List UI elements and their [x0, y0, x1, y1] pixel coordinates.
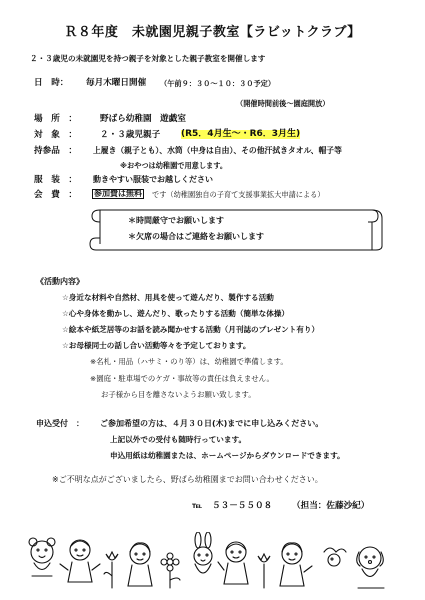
page-title: Ｒ８年度 未就園児親子教室【ラビットクラブ】 — [64, 25, 361, 40]
tel-label: ℡ — [192, 501, 203, 510]
target-value: ２・３歳児親子 — [100, 130, 161, 140]
schedule-time: （午前９：３０～１０：３０予定） — [160, 79, 276, 88]
subtitle: ２・３歳児の未就園児を持つ親子を対象とした親子教室を開催します — [30, 54, 266, 63]
activity-item: ☆心や身体を動かし、遊んだり、歌ったりする活動（簡単な体操） — [62, 309, 290, 318]
activity-note: ※名札・用品（ハサミ・のり等）は、幼稚園で準備します。 — [90, 357, 288, 366]
children-animals-illustration — [28, 532, 394, 592]
target-label: 対 象 ： — [34, 130, 77, 140]
belongings-value: 上履き（親子とも）、水筒（中身は自由）、その他汗拭きタオル、帽子等 — [93, 146, 342, 155]
scroll-note-1: ＊時間厳守でお願いします — [128, 216, 224, 225]
tel-number: ５３－５５０８ — [212, 501, 273, 511]
application-line-2: 上記以外での受付も随時行っています。 — [110, 435, 247, 444]
activities-heading: 《活動内容》 — [36, 277, 84, 286]
activity-item: ☆お母様同士の話し合い活動等々を予定しております。 — [62, 341, 251, 350]
application-line-3: 申込用紙は幼稚園または、ホームページからダウンロードできます。 — [110, 451, 345, 460]
schedule-label: 日 時： — [34, 78, 69, 88]
belongings-label: 持参品 ： — [34, 146, 77, 156]
fee-label: 会 費 ： — [34, 190, 77, 200]
contact-person: （担当：佐藤沙紀） — [292, 501, 370, 511]
activity-item: ☆身近な材料や自然材、用具を使って遊んだり、製作する活動 — [62, 293, 274, 302]
activity-note: お子様から目を離さないようお願い致します。 — [101, 390, 256, 399]
target-range: (R5．4月生～・R6．3月生) — [181, 129, 301, 139]
inquiry-text: ※ご不明な点がございましたら、野ばら幼稚園までお問い合わせください。 — [52, 475, 323, 484]
clothing-value: 動きやすい服装でお越しください — [93, 175, 213, 184]
scroll-banner — [86, 204, 386, 256]
application-label: 申込受付 ： — [36, 419, 84, 428]
venue-value: 野ばら幼稚園 遊戯室 — [100, 114, 186, 124]
activity-note: ※園庭・駐車場でのケガ・事故等の責任は負えません。 — [90, 374, 274, 383]
scroll-note-2: ＊欠席の場合はご連絡をお願いします — [128, 232, 264, 241]
activity-item: ☆絵本や紙芝居等のお話を読み聞かせする活動（月刊誌のプレゼント有り） — [62, 325, 320, 334]
clothing-label: 服 装 ： — [34, 175, 77, 185]
belongings-note: ※おやつは幼稚園で用意します。 — [120, 161, 228, 170]
schedule-value: 毎月木曜日開催 — [86, 78, 147, 88]
fee-suffix: です（幼稚園独自の子育て支援事業拡大申請による） — [152, 190, 325, 199]
schedule-note: （開催時間前後～園庭開放） — [236, 99, 330, 108]
application-line-1: ご参加希望の方は、４月３０日(木)までに申し込みください。 — [100, 419, 324, 428]
fee-value: 参加費は無料 — [94, 189, 142, 198]
venue-label: 場 所 ： — [34, 114, 77, 124]
